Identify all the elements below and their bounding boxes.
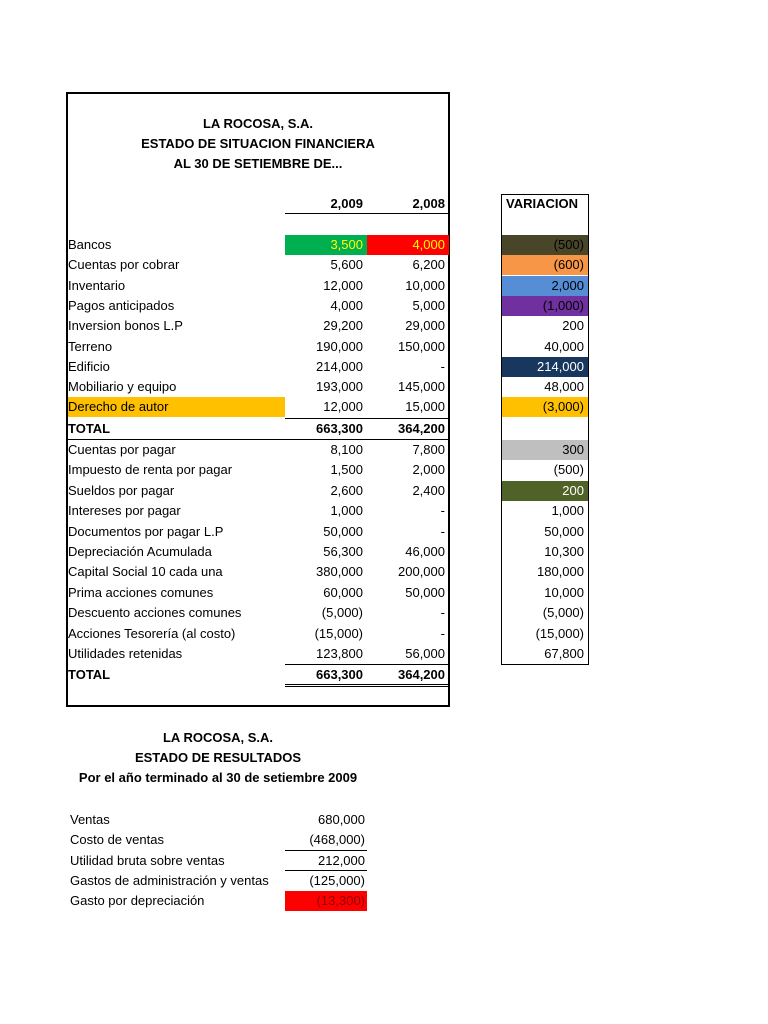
- total-assets-label: TOTAL: [68, 421, 111, 436]
- liability-row-2008: -: [440, 503, 445, 519]
- asset-row-2008: 5,000: [412, 297, 445, 313]
- is-row-value: (13,300): [285, 891, 367, 911]
- asset-row-label: Bancos: [68, 237, 112, 252]
- asset-row-label: Mobiliario y equipo: [68, 379, 177, 395]
- total-liab-double-2: [285, 686, 449, 687]
- liability-row-2009: 56,300: [323, 544, 363, 559]
- total-liab-2008: 364,200: [398, 667, 445, 682]
- asset-row-2008: 4,000: [367, 235, 449, 255]
- bs-statement-title: ESTADO DE SITUACION FINANCIERA: [141, 136, 375, 151]
- asset-row-2009: 3,500: [285, 235, 367, 255]
- asset-row-label: Terreno: [68, 338, 113, 354]
- liability-row-variation: (500): [553, 462, 584, 478]
- total-liab-2009: 663,300: [316, 667, 363, 682]
- asset-row-2008: -: [440, 358, 445, 374]
- col-header-2009: 2,009: [330, 196, 363, 211]
- asset-row-variation: (3,000): [502, 397, 588, 417]
- liability-row-variation: 67,800: [544, 646, 584, 661]
- liability-row-2009: (15,000): [314, 625, 363, 641]
- liability-row-variation: 10,300: [544, 544, 584, 559]
- is-row-label: Gasto por depreciación: [70, 893, 205, 909]
- asset-row-variation: (1,000): [502, 296, 588, 316]
- is-period: Por el año terminado al 30 de setiembre 2009: [78, 770, 358, 785]
- liability-row-2008: 2,000: [412, 462, 445, 478]
- liability-row-label: Capital Social 10 cada una: [68, 564, 223, 580]
- is-row-label: Utilidad bruta sobre ventas: [70, 852, 225, 868]
- asset-row-2008: 145,000: [398, 379, 445, 395]
- liability-row-label: Intereses por pagar: [68, 503, 181, 519]
- liability-row-variation: 180,000: [537, 564, 584, 580]
- is-row-label: Gastos de administración y ventas: [70, 872, 269, 888]
- asset-row-variation: 48,000: [544, 379, 584, 395]
- is-company: LA ROCOSA, S.A.: [162, 730, 274, 745]
- liability-row-label: Prima acciones comunes: [68, 584, 214, 600]
- liability-row-2009: 1,500: [330, 462, 363, 478]
- asset-row-2008: 15,000: [405, 399, 445, 415]
- liability-row-2008: 50,000: [405, 584, 445, 600]
- total-liab-label: TOTAL: [68, 667, 111, 682]
- liability-row-2008: -: [440, 523, 445, 539]
- is-row-value: (468,000): [309, 832, 365, 848]
- asset-row-2008: 10,000: [405, 277, 445, 293]
- liability-row-2008: 46,000: [405, 544, 445, 559]
- total-assets-2008: 364,200: [398, 421, 445, 436]
- asset-row-variation: (600): [502, 255, 588, 275]
- liability-row-2009: (5,000): [321, 605, 363, 621]
- liability-row-variation: (5,000): [542, 605, 584, 621]
- liability-row-2009: 380,000: [316, 564, 363, 580]
- asset-row-2009: 214,000: [316, 358, 363, 374]
- total-liab-double-1: [285, 684, 449, 685]
- liability-row-label: Impuesto de renta por pagar: [68, 462, 233, 478]
- liability-row-variation: 200: [502, 481, 588, 501]
- asset-row-label: Derecho de autor: [68, 397, 285, 417]
- asset-row-2008: 29,000: [405, 318, 445, 334]
- is-row-label: Ventas: [70, 812, 110, 827]
- variation-header: VARIACION: [506, 196, 578, 211]
- liability-row-2008: 7,800: [412, 442, 445, 457]
- liability-row-label: Documentos por pagar L.P: [68, 523, 224, 539]
- liability-row-label: Sueldos por pagar: [68, 482, 175, 498]
- asset-row-2008: 150,000: [398, 338, 445, 354]
- bs-company: LA ROCOSA, S.A.: [202, 116, 314, 131]
- liability-row-label: Acciones Tesorería (al costo): [68, 625, 236, 641]
- asset-row-variation: 40,000: [544, 338, 584, 354]
- asset-row-label: Pagos anticipados: [68, 297, 175, 313]
- liability-row-variation: (15,000): [535, 625, 584, 641]
- asset-row-2009: 5,600: [330, 257, 363, 273]
- is-row-label: Costo de ventas: [70, 832, 164, 848]
- liability-row-2008: -: [440, 605, 445, 621]
- liability-row-2009: 60,000: [323, 584, 363, 600]
- asset-row-variation: 214,000: [502, 357, 588, 377]
- is-row-value: (125,000): [309, 872, 365, 888]
- liability-row-2009: 123,800: [316, 646, 363, 661]
- is-row-value: 212,000: [318, 852, 365, 868]
- asset-row-2008: 6,200: [412, 257, 445, 273]
- header-underline: [285, 213, 449, 214]
- is-statement-title: ESTADO DE RESULTADOS: [134, 750, 302, 765]
- is-subtotal-underline: [285, 870, 367, 871]
- asset-row-label: Cuentas por cobrar: [68, 257, 180, 273]
- liability-row-variation: 1,000: [551, 503, 584, 519]
- liability-row-2008: 56,000: [405, 646, 445, 661]
- liability-row-variation: 50,000: [544, 523, 584, 539]
- liability-row-variation: 10,000: [544, 584, 584, 600]
- col-header-2008: 2,008: [412, 196, 445, 211]
- asset-row-variation: 2,000: [502, 276, 588, 296]
- liability-row-label: Cuentas por pagar: [68, 442, 176, 457]
- asset-row-2009: 29,200: [323, 318, 363, 334]
- asset-row-2009: 12,000: [323, 399, 363, 415]
- liability-row-variation: 300: [502, 440, 588, 460]
- asset-row-label: Inversion bonos L.P: [68, 318, 183, 334]
- total-assets-2009: 663,300: [316, 421, 363, 436]
- asset-row-variation: 200: [562, 318, 584, 334]
- asset-row-variation: (500): [502, 235, 588, 255]
- liability-row-2008: -: [440, 625, 445, 641]
- liability-row-2009: 8,100: [330, 442, 363, 457]
- is-subtotal-rule: [285, 850, 367, 851]
- asset-row-2009: 12,000: [323, 277, 363, 293]
- asset-row-2009: 193,000: [316, 379, 363, 395]
- is-row-value: 680,000: [318, 812, 365, 827]
- asset-row-label: Edificio: [68, 358, 110, 374]
- liability-row-label: Depreciación Acumulada: [68, 544, 212, 559]
- bs-date: AL 30 DE SETIEMBRE DE...: [173, 156, 343, 171]
- asset-row-2009: 190,000: [316, 338, 363, 354]
- asset-row-label: Inventario: [68, 277, 126, 293]
- asset-row-2009: 4,000: [330, 297, 363, 313]
- liability-row-label: Utilidades retenidas: [68, 646, 183, 661]
- liability-row-label: Descuento acciones comunes: [68, 605, 242, 621]
- liability-row-2009: 50,000: [323, 523, 363, 539]
- liability-row-2009: 2,600: [330, 482, 363, 498]
- liability-row-2009: 1,000: [330, 503, 363, 519]
- liability-row-2008: 200,000: [398, 564, 445, 580]
- liability-row-2008: 2,400: [412, 482, 445, 498]
